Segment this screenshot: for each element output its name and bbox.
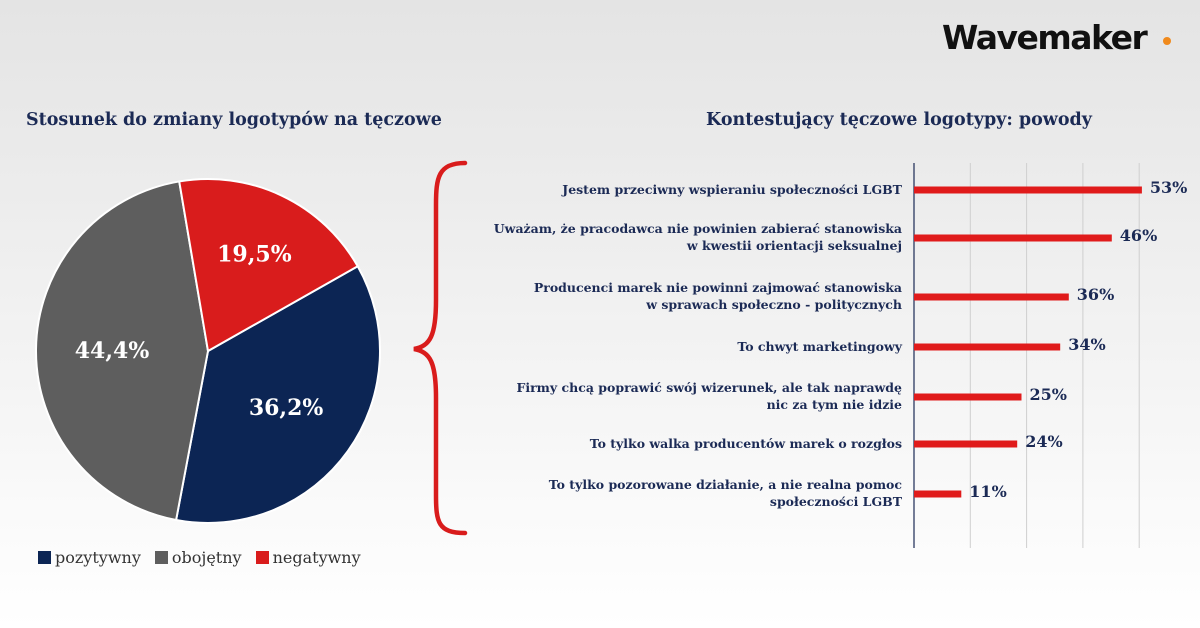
bar-category-label xyxy=(516,379,902,413)
bar-value-label: 24% xyxy=(1025,432,1063,451)
bar-value-label: 53% xyxy=(1149,178,1188,197)
bar-category-line: To chwyt marketingowy xyxy=(737,338,902,354)
curly-brace-icon xyxy=(414,163,465,533)
bar-category-line: nic za tym nie idzie xyxy=(766,397,902,412)
bar-category-line: Jestem przeciwny wspieraniu społeczności LGBT xyxy=(562,181,902,197)
bar-category-label xyxy=(494,220,902,254)
bar-category-line: społeczności LGBT xyxy=(769,494,902,509)
bar-category-line: Uważam, że pracodawca nie powinien zabierać stanowiska xyxy=(493,221,902,236)
bar-category-line: To tylko pozorowane działanie, a nie realna pomoc xyxy=(548,477,902,492)
bar-value-label: 34% xyxy=(1068,335,1106,354)
bar-7 xyxy=(914,491,961,498)
bar-value-label: 46% xyxy=(1119,226,1158,245)
bar-category-label xyxy=(590,435,902,452)
bar-value-label: 11% xyxy=(969,482,1007,501)
bar-category-line: To tylko walka producentów marek o rozgłos xyxy=(589,435,902,451)
bar-category-label xyxy=(549,476,902,510)
wavemaker-logo: Wavemaker xyxy=(942,18,1147,57)
pie-chart-title: Stosunek do zmiany logotypów na tęczowe xyxy=(26,110,442,130)
pie-label-negatywny: 19,5% xyxy=(217,241,292,268)
legend-label-positive: pozytywny xyxy=(55,548,141,567)
bar-category-line: w kwestii orientacji seksualnej xyxy=(686,238,902,253)
bar-3 xyxy=(914,294,1069,301)
pie-label-pozytywny: 36,2% xyxy=(248,394,324,421)
pie-label-obojętny: 44,4% xyxy=(74,338,150,365)
bar-2 xyxy=(914,235,1112,242)
legend-label-neutral: obojętny xyxy=(171,548,242,567)
legend-label-negative: negatywny xyxy=(272,548,361,567)
bar-category-label xyxy=(562,181,902,198)
bar-value-label: 36% xyxy=(1076,285,1115,304)
bar-4 xyxy=(914,344,1060,351)
bar-category-line: w sprawach społeczno - politycznych xyxy=(646,297,902,312)
bar-value-label: 25% xyxy=(1029,385,1067,404)
bar-category-line: Firmy chcą poprawić swój wizerunek, ale tak naprawdę xyxy=(516,380,902,395)
bar-6 xyxy=(914,441,1017,448)
bar-category-label xyxy=(737,338,902,355)
bar-chart-title: Kontestujący tęczowe logotypy: powody xyxy=(706,110,1092,130)
bar-1 xyxy=(914,187,1142,194)
bar-category-label xyxy=(534,279,902,313)
bar-category-line: Producenci marek nie powinni zajmować stanowiska xyxy=(533,280,902,295)
bar-5 xyxy=(914,394,1022,401)
